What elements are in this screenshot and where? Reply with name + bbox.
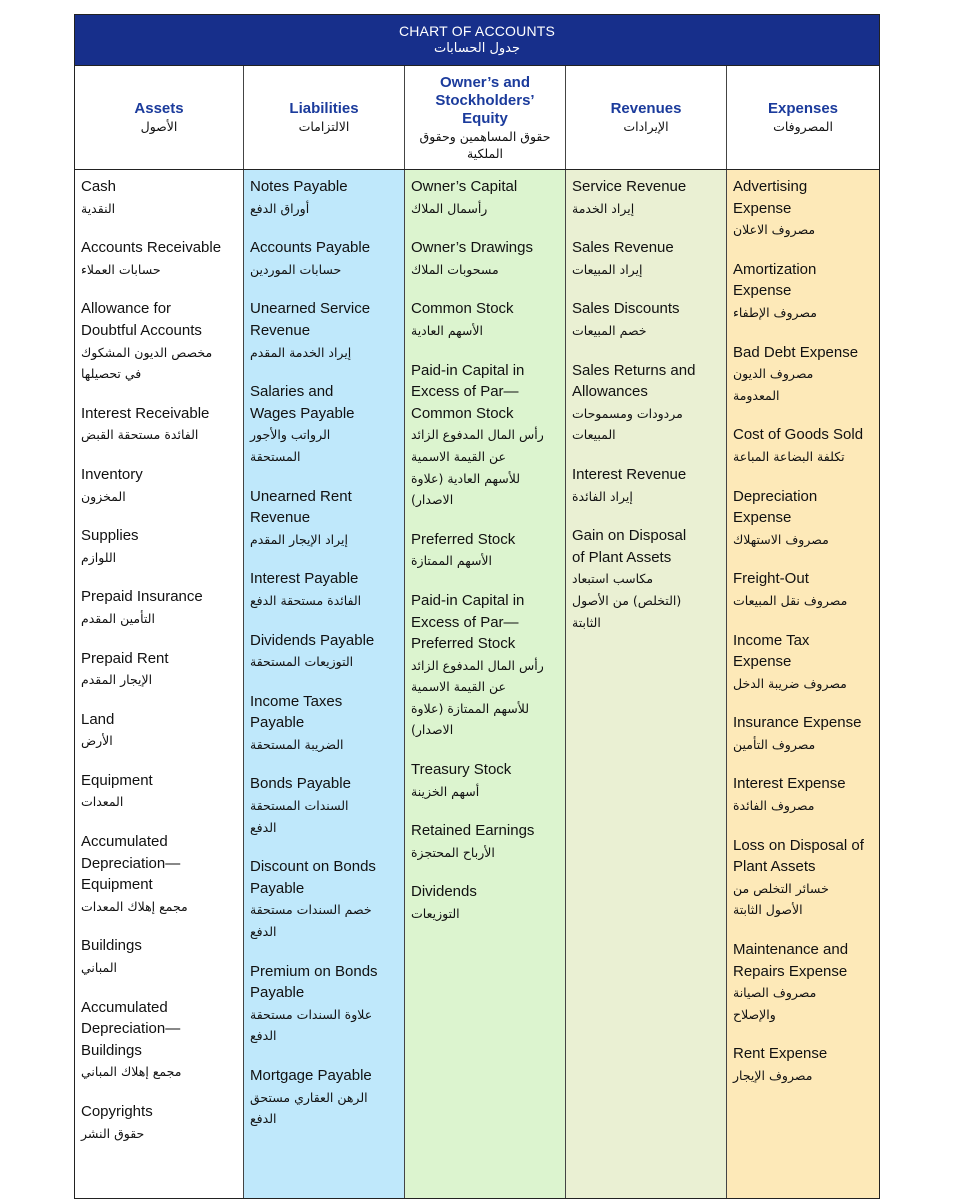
account-name-arabic: المعدات [81,794,124,810]
account-name-arabic-wrap [250,198,398,220]
account-item [250,176,398,219]
account-item [81,403,237,446]
account-name-arabic: رأس المال المدفوع الزائد عن القيمة الاسمية للأسهم العادية (علاوة الاصدار) [411,427,544,508]
account-name-arabic: مصروف الإطفاء [733,304,817,320]
account-name-english: Buildings [81,937,142,955]
account-item [411,820,559,863]
account-item [733,176,873,241]
account-name-english: Cash [81,178,117,195]
account-name-arabic-wrap [411,198,559,220]
column-heading-arabic-assets: الأصول [140,119,178,134]
account-name-english: Cost of Goods Sold [733,426,864,444]
account-item [81,709,237,752]
chart-title: CHART OF ACCOUNTS [398,23,556,39]
account-name-arabic-wrap [733,734,873,756]
account-name-arabic: إيراد الفائدة [572,488,633,504]
account-name-arabic-wrap [733,446,873,468]
account-name-english: Accumulated Depreciation— Equipment [81,833,181,894]
account-name-arabic-wrap [81,791,237,813]
account-name-arabic-wrap [81,896,237,918]
account-item [250,630,398,673]
account-name-english: Paid-in Capital in Excess of Par— Common Stock [411,361,525,422]
account-name-arabic: إيراد الخدمة المقدم [250,344,352,360]
account-name-arabic-wrap [250,1004,398,1047]
account-name-arabic-wrap [733,795,873,817]
account-name-arabic: مصروف الديون المعدومة [733,366,814,403]
account-name-arabic-wrap [250,424,398,467]
account-name-arabic: الرواتب والأجور المستحقة [250,427,331,464]
account-name-english: Accumulated Depreciation— Buildings [81,998,181,1059]
accounts-body-row [75,170,879,1198]
account-name-english: Dividends Payable [250,631,375,649]
account-name-arabic: الأسهم العادية [411,322,483,338]
account-item [733,773,873,816]
account-name-english: Prepaid Rent [81,649,169,667]
account-name-arabic-wrap [733,529,873,551]
account-name-english: Notes Payable [250,178,348,195]
account-item [81,997,237,1083]
account-name-arabic-wrap [411,781,559,803]
account-name-arabic: مصروف الاعلان [733,222,816,238]
column-heading-arabic-liabilities: الالتزامات [298,119,350,134]
account-item [250,773,398,838]
account-item [411,237,559,280]
account-name-arabic: السندات المستحقة الدفع [250,798,349,835]
account-item [572,237,720,280]
account-name-arabic-wrap [572,568,720,633]
account-name-arabic: مصروف الفائدة [733,798,815,814]
account-name-english: Service Revenue [572,178,687,195]
account-name-arabic: حسابات العملاء [81,261,161,277]
account-name-arabic: إيراد المبيعات [572,261,643,277]
account-item [250,381,398,467]
account-name-arabic-wrap [250,259,398,281]
account-item [250,298,398,363]
account-name-arabic: أوراق الدفع [250,200,310,216]
account-name-english: Sales Discounts [572,300,680,318]
account-name-english: Preferred Stock [411,530,516,548]
account-name-arabic: إيراد الإيجار المقدم [250,531,348,547]
column-heading-arabic-equity: حقوق المساهمين وحقوق الملكية [419,128,551,161]
account-item [733,424,873,467]
account-name-arabic: حسابات الموردين [250,261,342,277]
column-header-equity [405,66,566,169]
account-name-arabic: النقدية [81,200,116,216]
account-name-arabic-wrap [250,529,398,551]
account-name-arabic: رأسمال الملاك [411,200,488,216]
account-name-english: Loss on Disposal of Plant Assets [733,836,864,876]
column-expenses [727,170,879,1198]
account-name-arabic-wrap [81,486,237,508]
account-name-arabic: الأرباح المحتجزة [411,844,495,860]
account-name-arabic: مصروف ضريبة الدخل [733,675,847,691]
account-name-arabic: خسائر التخلص من الأصول الثابتة [733,880,829,918]
account-name-arabic: الفائدة مستحقة الدفع [250,592,362,608]
account-item [733,939,873,1025]
account-name-arabic: التأمين المقدم [81,610,155,626]
account-item [733,712,873,755]
column-heading-arabic-revenues: الإيرادات [623,119,669,134]
account-name-arabic-wrap [411,259,559,281]
account-item [250,961,398,1047]
account-name-arabic: مسحوبات الملاك [411,261,499,277]
account-name-arabic: مخصص الديون المشكوك في تحصيلها [81,344,213,382]
account-name-arabic: مكاسب استبعاد (التخلص) من الأصول الثابتة [572,571,682,630]
account-name-english: Unearned Service Revenue [250,300,371,339]
column-header-assets [75,66,244,169]
account-item [733,1043,873,1086]
account-name-english: Maintenance and Repairs Expense [733,941,849,980]
account-name-arabic-wrap [81,547,237,569]
title-banner [75,15,879,66]
column-header-row [75,66,879,170]
account-name-arabic: التوزيعات المستحقة [250,654,354,670]
account-name-arabic: علاوة السندات مستحقة الدفع [250,1006,373,1044]
account-name-arabic: إيراد الخدمة [572,200,635,216]
account-name-english: Accounts Payable [250,239,371,257]
account-item [572,176,720,219]
account-name-arabic: التوزيعات [411,906,460,922]
account-name-arabic: مصروف الصيانة والإصلاح [733,985,817,1022]
account-name-english: Dividends [411,883,477,901]
account-name-arabic-wrap [81,1123,237,1145]
account-item [572,360,720,446]
account-item [250,1065,398,1130]
account-name-english: Owner’s Drawings [411,239,533,257]
account-name-english: Paid-in Capital in Excess of Par— Preferred Stock [411,591,525,653]
account-item [733,630,873,695]
account-name-arabic-wrap [411,424,559,510]
account-name-arabic: الرهن العقاري مستحق الدفع [250,1089,368,1127]
account-name-arabic: رأس المال المدفوع الزائد عن القيمة الاسمية للأسهم الممتازة (علاوة الاصدار) [411,657,544,738]
column-heading-expenses: Expenses [767,100,839,117]
account-name-arabic: الفائدة مستحقة القبض [81,427,199,443]
account-name-arabic: أسهم الخزينة [411,783,480,799]
column-assets [75,170,244,1198]
account-name-english: Allowance for Doubtful Accounts [81,300,202,339]
account-name-arabic: الإيجار المقدم [81,672,153,688]
account-item [411,360,559,511]
account-name-english: Depreciation Expense [733,487,818,527]
account-name-english: Accounts Receivable [81,239,222,257]
account-name-arabic-wrap [733,302,873,324]
account-name-english: Interest Payable [250,570,359,588]
account-item [733,486,873,551]
account-name-english: Interest Revenue [572,465,687,483]
account-name-arabic-wrap [81,669,237,691]
account-name-english: Owner’s Capital [411,178,518,195]
account-name-arabic-wrap [250,795,398,838]
account-name-arabic-wrap [250,1087,398,1130]
account-name-english: Unearned Rent Revenue [250,487,352,527]
account-name-arabic-wrap [250,651,398,673]
account-name-arabic-wrap [572,486,720,508]
account-item [81,237,237,280]
column-heading-liabilities: Liabilities [289,100,359,117]
account-item [572,525,720,633]
account-name-english: Insurance Expense [733,714,862,732]
account-name-arabic-wrap [81,1061,237,1083]
account-name-english: Retained Earnings [411,822,535,840]
account-item [572,464,720,507]
account-name-arabic: مصروف نقل المبيعات [733,592,848,608]
column-equity [405,170,566,1198]
account-name-english: Bad Debt Expense [733,343,859,361]
account-item [250,856,398,942]
account-name-arabic-wrap [81,424,237,446]
account-name-arabic-wrap [572,259,720,281]
account-name-english: Discount on Bonds Payable [250,858,376,897]
account-item [411,759,559,802]
column-header-expenses [727,66,879,169]
account-name-arabic-wrap [81,198,237,220]
account-name-arabic-wrap [81,957,237,979]
account-name-english: Supplies [81,527,139,545]
account-item [411,298,559,341]
column-header-revenues [566,66,727,169]
account-name-english: Common Stock [411,300,514,318]
account-name-arabic-wrap [411,903,559,925]
account-item [250,237,398,280]
account-name-english: Bonds Payable [250,775,351,793]
account-name-arabic-wrap [411,550,559,572]
column-heading-equity: Owner’s and Stockholders’ Equity [435,73,535,127]
account-name-english: Prepaid Insurance [81,588,203,606]
account-name-english: Freight-Out [733,570,809,588]
column-heading-arabic-expenses: المصروفات [773,119,833,134]
account-name-arabic: الأسهم الممتازة [411,553,493,569]
account-name-arabic: المخزون [81,488,126,504]
account-name-arabic-wrap [572,320,720,342]
account-name-english: Interest Receivable [81,404,210,422]
account-name-arabic: مجمع إهلاك المعدات [81,898,188,914]
account-name-arabic-wrap [250,342,398,364]
chart-subtitle-arabic: جدول الحسابات [433,41,521,56]
account-name-arabic-wrap [411,842,559,864]
account-name-english: Interest Expense [733,775,846,793]
account-name-arabic: تكلفة البضاعة المباعة [733,448,845,464]
account-name-arabic-wrap [733,982,873,1025]
account-item [733,259,873,324]
column-heading-assets: Assets [134,100,184,117]
account-name-english: Rent Expense [733,1045,828,1063]
account-name-arabic-wrap [81,342,237,385]
column-header-liabilities [244,66,405,169]
account-name-english: Land [81,710,115,728]
account-item [733,342,873,407]
account-name-arabic: الأرض [81,733,113,749]
account-item [250,691,398,756]
account-name-arabic: مصروف الإيجار [733,1068,813,1083]
account-item [411,590,559,741]
account-name-arabic: المباني [81,960,117,976]
account-name-english: Advertising Expense [733,178,808,217]
account-name-english: Income Tax Expense [733,631,810,671]
account-item [411,881,559,924]
account-name-english: Sales Revenue [572,239,674,257]
column-revenues [566,170,727,1198]
account-name-arabic-wrap [411,320,559,342]
account-name-english: Amortization Expense [733,260,817,300]
account-item [411,529,559,572]
account-item [250,568,398,611]
account-name-arabic-wrap [733,219,873,241]
account-name-english: Income Taxes Payable [250,692,343,732]
column-heading-revenues: Revenues [610,100,682,117]
account-item [81,648,237,691]
account-name-english: Equipment [81,771,153,789]
account-name-english: Inventory [81,465,143,483]
account-name-arabic-wrap [250,734,398,756]
account-item [81,464,237,507]
account-item [81,586,237,629]
account-name-arabic-wrap [733,1065,873,1087]
account-name-english: Copyrights [81,1103,153,1120]
account-item [81,298,237,384]
account-name-english: Treasury Stock [411,761,512,779]
account-name-arabic-wrap [250,899,398,942]
account-item [81,935,237,978]
account-name-arabic: مجمع إهلاك المباني [81,1064,182,1080]
account-name-english: Sales Returns and Allowances [572,361,696,401]
account-name-english: Premium on Bonds Payable [250,962,378,1002]
account-item [81,1101,237,1144]
account-item [733,568,873,611]
account-item [572,298,720,341]
account-name-arabic-wrap [572,198,720,220]
account-name-english: Mortgage Payable [250,1067,372,1084]
account-name-arabic: خصم المبيعات [572,322,647,338]
account-name-arabic: مصروف الاستهلاك [733,531,829,547]
account-name-arabic-wrap [572,403,720,446]
account-item [250,486,398,551]
account-name-english: Gain on Disposal of Plant Assets [572,527,687,566]
account-name-arabic-wrap [733,878,873,921]
account-name-arabic: مصروف التأمين [733,736,816,752]
account-name-arabic: خصم السندات مستحقة الدفع [250,902,372,940]
account-item [81,770,237,813]
account-name-arabic-wrap [250,590,398,612]
account-name-arabic-wrap [733,590,873,612]
account-name-arabic-wrap [81,259,237,281]
account-name-arabic-wrap [733,673,873,695]
account-name-arabic-wrap [411,655,559,741]
account-name-arabic-wrap [81,730,237,752]
account-name-arabic: حقوق النشر [81,1125,145,1141]
account-item [81,176,237,219]
account-item [81,525,237,568]
chart-of-accounts-table [74,14,880,1199]
account-item [733,835,873,921]
account-name-arabic: الضريبة المستحقة [250,736,344,752]
account-name-arabic-wrap [733,363,873,406]
account-name-english: Salaries and Wages Payable [250,383,355,422]
account-name-arabic: مردودات ومسموحات المبيعات [572,405,683,443]
account-item [411,176,559,219]
account-item [81,831,237,917]
account-name-arabic-wrap [81,608,237,630]
account-name-arabic: اللوازم [81,549,117,565]
column-liabilities [244,170,405,1198]
